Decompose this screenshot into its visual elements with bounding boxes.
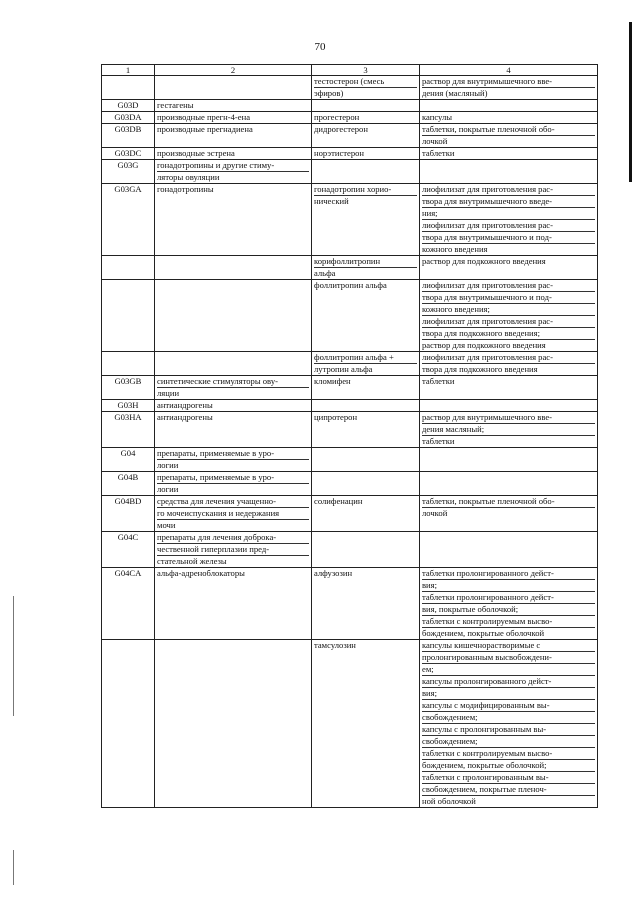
cell-line: таблетки xyxy=(422,148,455,158)
scan-edge-mark xyxy=(13,596,14,716)
cell-line: твора для подкожного введения xyxy=(422,364,538,374)
drug-table xyxy=(101,64,598,808)
group-cell xyxy=(155,532,312,568)
atc-code-cell xyxy=(102,640,155,808)
group-cell xyxy=(155,160,312,184)
atc-code-cell: G03DC xyxy=(102,148,155,160)
atc-code-cell xyxy=(102,76,155,100)
group-cell xyxy=(155,400,312,412)
table-row xyxy=(102,352,598,376)
cell-line: вия; xyxy=(422,580,595,592)
cell-line: стательной железы xyxy=(157,556,227,566)
group-cell xyxy=(155,472,312,496)
cell-line: таблетки с пролонгированным вы- xyxy=(422,772,595,784)
cell-line: лиофилизат для приготовления рас- xyxy=(422,352,595,364)
dosage-form-cell xyxy=(420,352,598,376)
dosage-form-cell xyxy=(420,412,598,448)
cell-line: лиофилизат для приготовления рас- xyxy=(422,280,595,292)
table-row xyxy=(102,160,598,184)
drug-name-cell xyxy=(312,400,420,412)
cell-line: раствор для внутримышечного вве- xyxy=(422,412,595,424)
dosage-form-cell xyxy=(420,148,598,160)
cell-line: таблетки, покрытые пленочной обо- xyxy=(422,496,595,508)
cell-line: корифоллитропин xyxy=(314,256,417,268)
cell-line: производные прегн-4-ена xyxy=(157,112,251,122)
drug-name-cell xyxy=(312,76,420,100)
dosage-form-cell xyxy=(420,76,598,100)
cell-line: кожного введения xyxy=(422,244,488,254)
page-number: 70 xyxy=(314,41,326,53)
cell-line: таблетки пролонгированного дейст- xyxy=(422,568,595,580)
dosage-form-cell xyxy=(420,472,598,496)
header-cell: 1 xyxy=(102,65,155,76)
table-row xyxy=(102,256,598,280)
cell-line: альфа-адреноблокаторы xyxy=(157,568,245,578)
group-cell xyxy=(155,148,312,160)
group-cell xyxy=(155,256,312,280)
table-row xyxy=(102,532,598,568)
cell-line: производные эстрена xyxy=(157,148,235,158)
cell-line: антиандрогены xyxy=(157,400,213,410)
cell-line: раствор для внутримышечного вве- xyxy=(422,76,595,88)
cell-line: солифенацин xyxy=(314,496,363,506)
cell-line: фоллитропин альфа + xyxy=(314,352,417,364)
cell-line: ляторы овуляции xyxy=(157,172,220,182)
table-row xyxy=(102,448,598,472)
drug-name-cell xyxy=(312,124,420,148)
dosage-form-cell xyxy=(420,496,598,532)
cell-line: препараты, применяемые в уро- xyxy=(157,448,309,460)
dosage-form-cell xyxy=(420,100,598,112)
atc-code-cell: G03G xyxy=(102,160,155,184)
drug-name-cell xyxy=(312,148,420,160)
atc-code-cell xyxy=(102,352,155,376)
cell-line: антиандрогены xyxy=(157,412,213,422)
cell-line: таблетки пролонгированного дейст- xyxy=(422,592,595,604)
cell-line: ляции xyxy=(157,388,180,398)
cell-line: таблетки xyxy=(422,436,455,446)
cell-line: логии xyxy=(157,460,179,470)
cell-line: раствор для подкожного введения xyxy=(422,256,546,266)
cell-line: тамсулозин xyxy=(314,640,356,650)
cell-line: ной оболочкой xyxy=(422,796,476,806)
drug-name-cell xyxy=(312,640,420,808)
cell-line: бождением, покрытые оболочкой; xyxy=(422,760,595,772)
group-cell xyxy=(155,280,312,352)
dosage-form-cell xyxy=(420,448,598,472)
group-cell xyxy=(155,352,312,376)
group-cell xyxy=(155,100,312,112)
cell-line: бождением, покрытые оболочкой xyxy=(422,628,545,638)
drug-name-cell xyxy=(312,568,420,640)
table-row xyxy=(102,124,598,148)
header-cell: 4 xyxy=(420,65,598,76)
dosage-form-cell xyxy=(420,112,598,124)
cell-line: лочкой xyxy=(422,508,448,518)
table-row xyxy=(102,640,598,808)
group-cell xyxy=(155,448,312,472)
drug-name-cell xyxy=(312,280,420,352)
atc-code-cell: G04 xyxy=(102,448,155,472)
drug-name-cell xyxy=(312,376,420,400)
dosage-form-cell xyxy=(420,280,598,352)
atc-code-cell xyxy=(102,256,155,280)
cell-line: дения масляный; xyxy=(422,424,595,436)
cell-line: капсулы с модифицированным вы- xyxy=(422,700,595,712)
table-row xyxy=(102,76,598,100)
cell-line: препараты, применяемые в уро- xyxy=(157,472,309,484)
scan-edge-bar xyxy=(629,22,632,182)
atc-code-cell: G03D xyxy=(102,100,155,112)
atc-code-cell: G03GA xyxy=(102,184,155,256)
dosage-form-cell xyxy=(420,568,598,640)
cell-line: лиофилизат для приготовления рас- xyxy=(422,220,595,232)
cell-line: твора для внутримышечного и под- xyxy=(422,232,595,244)
drug-name-cell xyxy=(312,184,420,256)
group-cell xyxy=(155,568,312,640)
scan-edge-mark xyxy=(13,850,14,885)
atc-code-cell: G04C xyxy=(102,532,155,568)
drug-name-cell xyxy=(312,112,420,124)
dosage-form-cell xyxy=(420,160,598,184)
atc-code-cell: G04BD xyxy=(102,496,155,532)
cell-line: капсулы с пролонгированным вы- xyxy=(422,724,595,736)
cell-line: таблетки с контролируемым высво- xyxy=(422,748,595,760)
dosage-form-cell xyxy=(420,256,598,280)
group-cell xyxy=(155,112,312,124)
drug-name-cell xyxy=(312,532,420,568)
cell-line: свобождением; xyxy=(422,712,595,724)
cell-line: твора для внутримышечного введе- xyxy=(422,196,595,208)
drug-name-cell xyxy=(312,496,420,532)
cell-line: гестагены xyxy=(157,100,194,110)
header-cell: 3 xyxy=(312,65,420,76)
drug-name-cell xyxy=(312,100,420,112)
cell-line: капсулы пролонгированного дейст- xyxy=(422,676,595,688)
cell-line: вия; xyxy=(422,688,595,700)
table-row xyxy=(102,412,598,448)
group-cell xyxy=(155,184,312,256)
cell-line: лочкой xyxy=(422,136,448,146)
header-cell: 2 xyxy=(155,65,312,76)
atc-code-cell: G03HA xyxy=(102,412,155,448)
cell-line: ципротерон xyxy=(314,412,358,422)
atc-code-cell: G03DB xyxy=(102,124,155,148)
atc-code-cell: G03GB xyxy=(102,376,155,400)
table-row xyxy=(102,112,598,124)
cell-line: средства для лечения учащенно- xyxy=(157,496,309,508)
cell-line: мочи xyxy=(157,520,176,530)
cell-line: синтетические стимуляторы ову- xyxy=(157,376,309,388)
drug-name-cell xyxy=(312,412,420,448)
table-row xyxy=(102,280,598,352)
group-cell xyxy=(155,124,312,148)
cell-line: твора для подкожного введения; xyxy=(422,328,595,340)
cell-line: вия, покрытые оболочкой; xyxy=(422,604,595,616)
group-cell xyxy=(155,640,312,808)
cell-line: логии xyxy=(157,484,179,494)
drug-name-cell xyxy=(312,256,420,280)
cell-line: ем; xyxy=(422,664,595,676)
group-cell xyxy=(155,376,312,400)
cell-line: лиофилизат для приготовления рас- xyxy=(422,184,595,196)
cell-line: кломифен xyxy=(314,376,351,386)
cell-line: капсулы кишечнорастворимые с xyxy=(422,640,595,652)
cell-line: прогестерон xyxy=(314,112,360,122)
group-cell xyxy=(155,496,312,532)
table-row xyxy=(102,148,598,160)
cell-line: раствор для подкожного введения xyxy=(422,340,546,350)
group-cell xyxy=(155,76,312,100)
cell-line: алфузозин xyxy=(314,568,353,578)
cell-line: таблетки xyxy=(422,376,455,386)
table-row xyxy=(102,568,598,640)
cell-line: альфа xyxy=(314,268,336,278)
table-row xyxy=(102,472,598,496)
atc-code-cell: G04B xyxy=(102,472,155,496)
cell-line: свобождением; xyxy=(422,736,595,748)
cell-line: гонадотропины xyxy=(157,184,214,194)
atc-code-cell: G03DA xyxy=(102,112,155,124)
cell-line: гонадотропин хорио- xyxy=(314,184,417,196)
cell-line: твора для внутримышечного и под- xyxy=(422,292,595,304)
cell-line: лутропин альфа xyxy=(314,364,373,374)
cell-line: свобождением, покрытые пленоч- xyxy=(422,784,595,796)
atc-code-cell: G03H xyxy=(102,400,155,412)
cell-line: нический xyxy=(314,196,349,206)
cell-line: производные прегнадиена xyxy=(157,124,253,134)
dosage-form-cell xyxy=(420,400,598,412)
cell-line: тестостерон (смесь xyxy=(314,76,417,88)
cell-line: эфиров) xyxy=(314,88,344,98)
table-row xyxy=(102,496,598,532)
table-row xyxy=(102,376,598,400)
cell-line: го мочеиспускания и недержания xyxy=(157,508,309,520)
atc-code-cell xyxy=(102,280,155,352)
cell-line: ния; xyxy=(422,208,595,220)
dosage-form-cell xyxy=(420,532,598,568)
table-header-row xyxy=(102,65,598,76)
cell-line: кожного введения; xyxy=(422,304,595,316)
cell-line: фоллитропин альфа xyxy=(314,280,387,290)
table-row xyxy=(102,184,598,256)
drug-name-cell xyxy=(312,160,420,184)
cell-line: дения (масляный) xyxy=(422,88,488,98)
cell-line: дидрогестерон xyxy=(314,124,368,134)
atc-code-cell: G04CA xyxy=(102,568,155,640)
cell-line: таблетки, покрытые пленочной обо- xyxy=(422,124,595,136)
cell-line: таблетки с контролируемым высво- xyxy=(422,616,595,628)
cell-line: препараты для лечения доброка- xyxy=(157,532,309,544)
cell-line: чественной гиперплазии пред- xyxy=(157,544,309,556)
dosage-form-cell xyxy=(420,124,598,148)
cell-line: гонадотропины и другие стиму- xyxy=(157,160,309,172)
cell-line: норэтистерон xyxy=(314,148,365,158)
drug-name-cell xyxy=(312,472,420,496)
group-cell xyxy=(155,412,312,448)
cell-line: пролонгированным высвобождени- xyxy=(422,652,595,664)
dosage-form-cell xyxy=(420,640,598,808)
cell-line: лиофилизат для приготовления рас- xyxy=(422,316,595,328)
table-row xyxy=(102,400,598,412)
dosage-form-cell xyxy=(420,184,598,256)
drug-name-cell xyxy=(312,448,420,472)
dosage-form-cell xyxy=(420,376,598,400)
drug-name-cell xyxy=(312,352,420,376)
cell-line: капсулы xyxy=(422,112,453,122)
table-row xyxy=(102,100,598,112)
